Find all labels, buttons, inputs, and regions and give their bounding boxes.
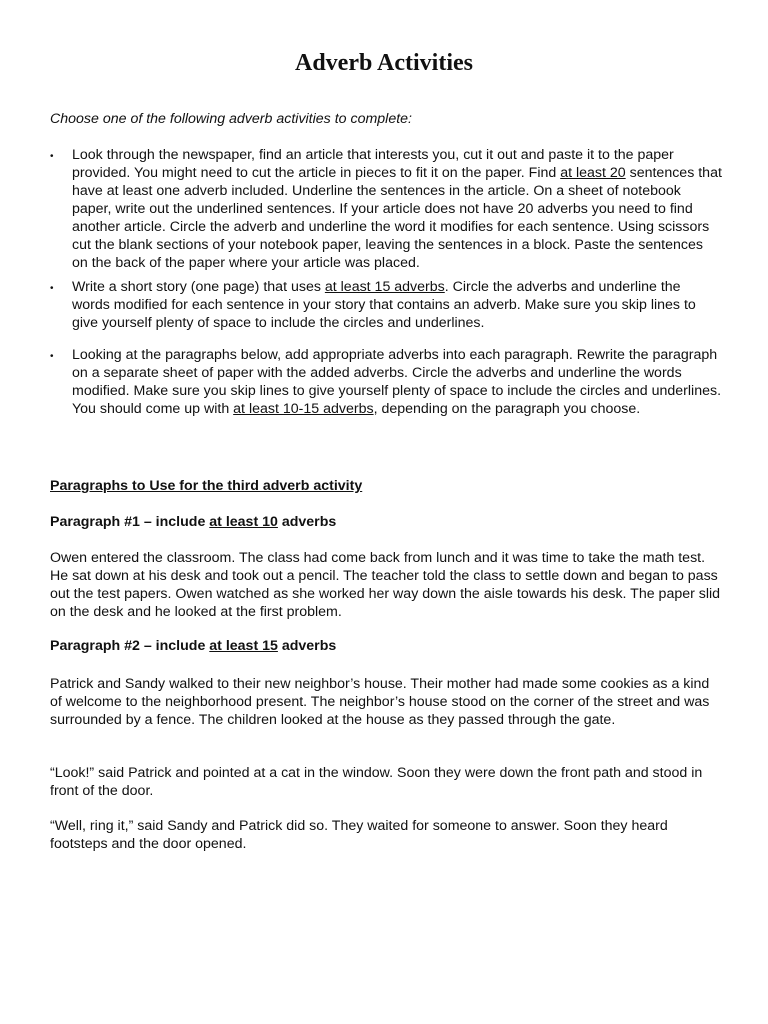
- paragraph-1-heading: [50, 514, 336, 530]
- paragraph-2-text-3: “Well, ring it,” said Sandy and Patrick did so. They waited for someone to answer. Soon they heard footsteps and the door opened.: [50, 818, 668, 852]
- paragraph-1-heading-start: Paragraph #1 – include: [50, 514, 210, 530]
- bullet-icon: •: [50, 151, 54, 162]
- section-heading-text: Paragraphs to Use for the third adverb activity: [50, 478, 363, 494]
- activity-text-end: sentences that have at least one adverb included. Underline the sentences in the article. On a sheet of notebook paper, write out the underlined sentences. If your article does not have 20 adverbs you need to find another article. Circle the adverb and underline the word it modifies for each sentence. Using scissors cut the blank sections of your notebook paper, leaving the sentences in a block. Paste the sentences on the back of the paper where your article was placed.: [72, 165, 722, 271]
- activity-text-start: Look through the newspaper, find an article that interests you, cut it out and paste it to the paper provided. You might need to cut the article in pieces to fit it on the paper. Find: [72, 147, 674, 181]
- page-title: Adverb Activities: [295, 50, 473, 76]
- paragraph-1-text: Owen entered the classroom. The class had come back from lunch and it was time to take the math test. He sat down at his desk and took out a pencil. The teacher told the class to settle down and began to pass out the test papers. Owen watched as she worked her way down the aisle towards his desk. The paper slid on the desk and he looked at the first problem.: [50, 550, 721, 620]
- activity-underlined-requirement: at least 15 adverbs: [324, 279, 445, 295]
- bullet-icon: •: [50, 283, 54, 294]
- section-heading: [50, 478, 362, 494]
- paragraph-2-heading-end: adverbs: [277, 638, 337, 654]
- activity-text-start: Write a short story (one page) that uses: [72, 279, 325, 295]
- paragraph-2-heading-start: Paragraph #2 – include: [50, 638, 210, 654]
- paragraph-2-heading: [50, 638, 336, 654]
- activity-text-end: , depending on the paragraph you choose.: [373, 401, 641, 417]
- activity-item-paragraphs: [50, 346, 722, 418]
- activity-text-end: . Circle the adverbs and underline the words modified for each sentence in your story that contains an adverb. Make sure you skip lines to give yourself plenty of space to include the circles and underlines.: [72, 279, 696, 331]
- paragraph-2-heading-requirement: at least 15: [209, 638, 278, 654]
- activity-list: [50, 146, 722, 418]
- paragraph-1-heading-requirement: at least 10: [209, 514, 278, 530]
- paragraph-2-text-1: Patrick and Sandy walked to their new neighbor’s house. Their mother had made some cookies as a kind of welcome to the neighborhood present. The neighbor’s house stood on the corner of the street and was surrounded by a fence. The children looked at the house as they passed through the gate.: [50, 676, 710, 728]
- paragraph-1-heading-end: adverbs: [277, 514, 337, 530]
- activity-item-newspaper: [50, 146, 722, 272]
- intro-instruction: Choose one of the following adverb activities to complete:: [50, 111, 412, 127]
- activity-underlined-requirement: at least 10-15 adverbs: [233, 401, 374, 417]
- paragraph-2-text-2: “Look!” said Patrick and pointed at a cat in the window. Soon they were down the front path and stood in front of the door.: [50, 765, 703, 799]
- activity-text-start: Looking at the paragraphs below, add appropriate adverbs into each paragraph. Rewrite the paragraph on a separate sheet of paper with the added adverbs. Circle the adverbs and underline the words modified. Make sure you skip lines to give yourself plenty of space to include the circles and underlines. You should come up with: [72, 347, 722, 417]
- bullet-icon: •: [50, 351, 54, 362]
- activity-item-short-story: [50, 278, 722, 332]
- activity-underlined-requirement: at least 20: [560, 165, 626, 181]
